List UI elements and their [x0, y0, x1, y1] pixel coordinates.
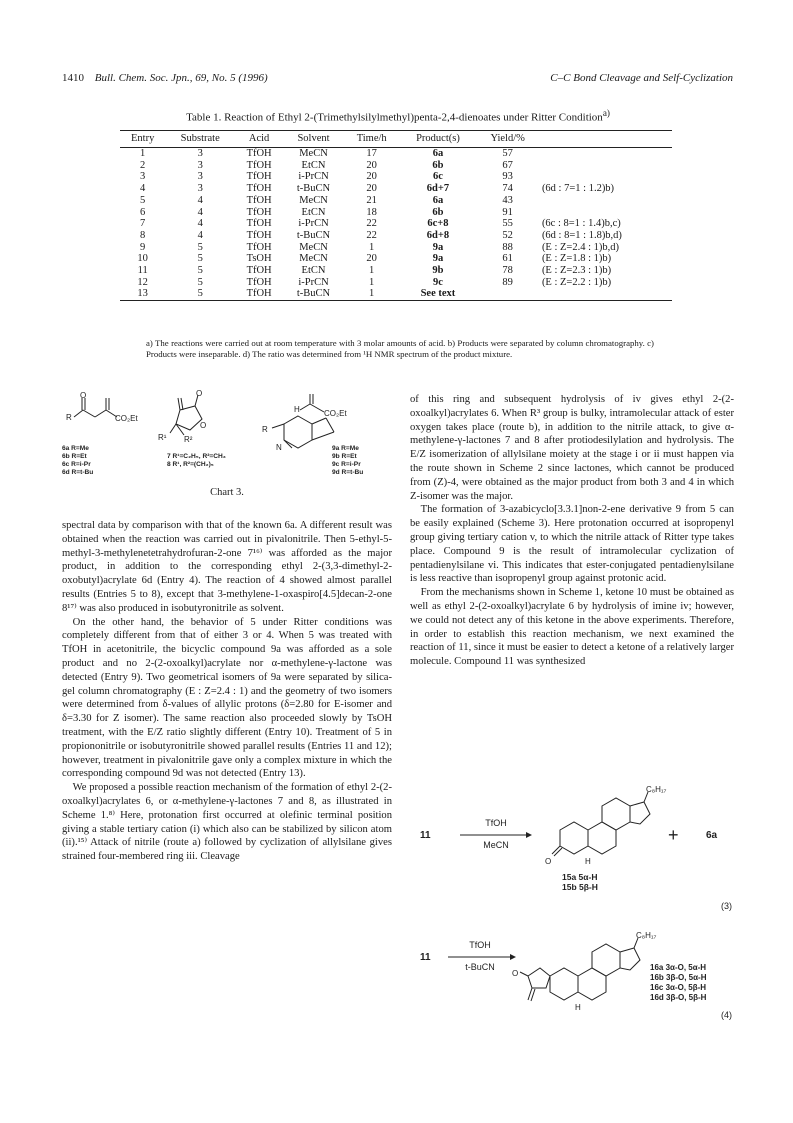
table-cell: 4: [197, 206, 203, 218]
table-cell: 11: [137, 265, 148, 277]
table-cell: 7: [140, 218, 146, 230]
table-1: [120, 130, 672, 301]
right-paragraph-3: From the mechanisms shown in Scheme 1, ketone 10 must be obtained as well as ethyl 2-(2-oxoalkyl)acrylate 6 by hydrolysis of imine iv; however, we could not detect any of this ketone in the above experiments. Therefore, in order to establish this reaction mechanism, we next examined the reaction of 11, since it must be easier to detect a ketone of a relatively larger molecule. Compound 11 was synthesized: [410, 587, 734, 668]
table-cell: MeCN: [299, 194, 328, 206]
table-cell: 6c: [432, 171, 443, 183]
table-cell: MeCN: [299, 241, 328, 253]
table-cell: 22: [366, 218, 377, 230]
table-cell: 18: [366, 206, 377, 218]
table-cell: 6: [140, 206, 146, 218]
table-cell: 4: [197, 194, 203, 206]
atom-o-carbonyl-7: O: [196, 389, 203, 398]
label-16b: 16b 3β-O, 5α-H: [650, 973, 707, 982]
table-cell: 57: [502, 148, 513, 159]
atom-r-6: R: [66, 413, 72, 422]
table-cell: [476, 288, 539, 300]
table-cell: 13: [137, 288, 148, 300]
label-16d: 16d 3β-O, 5β-H: [650, 993, 707, 1002]
table-cell: 6a: [432, 148, 444, 159]
table-cell: TfOH: [246, 171, 272, 183]
table-cell: EtCN: [301, 206, 326, 218]
table-cell: 5: [197, 288, 203, 300]
table-cell: 6b: [432, 159, 444, 171]
label-9b: 9b R=Et: [332, 453, 357, 460]
running-title: C–C Bond Cleavage and Self-Cyclization: [550, 72, 733, 84]
table-cell: 9c: [432, 276, 443, 288]
column-header: Substrate: [180, 133, 220, 144]
table-cell: (E : Z=2.3 : 1)b): [541, 265, 612, 277]
label-8: 8 R¹, R²=(CH₂)₅: [167, 461, 214, 468]
atom-h-9: H: [294, 405, 300, 414]
table-cell: 21: [366, 194, 377, 206]
table-cell: 6d+8: [426, 229, 450, 241]
label-16c: 16c 3α-O, 5β-H: [650, 983, 707, 992]
table-row: [120, 288, 672, 300]
table-cell: 10: [137, 253, 148, 265]
table-cell: t-BuCN: [296, 229, 331, 241]
column-header: Time/h: [356, 133, 387, 144]
left-column-text: [62, 519, 392, 864]
scheme3-plus: +: [668, 825, 679, 845]
atom-o-6: O: [80, 391, 87, 400]
atom-o-ring-7: O: [200, 421, 207, 430]
table-cell: [539, 171, 672, 183]
table-cell: TfOH: [246, 183, 272, 195]
table-cell: 6c+8: [427, 218, 449, 230]
table-cell: 22: [366, 229, 377, 241]
table-cell: 5: [197, 276, 203, 288]
table-cell: 55: [502, 218, 513, 230]
table-cell: 61: [502, 253, 513, 265]
label-9c: 9c R=i-Pr: [332, 461, 361, 468]
table-cell: 78: [502, 265, 513, 277]
table-cell: (6c : 8=1 : 1.4)b,c): [541, 218, 621, 230]
table-cell: TfOH: [246, 241, 272, 253]
table-cell: TfOH: [246, 265, 272, 277]
scheme3-equation-number: (3): [721, 901, 732, 911]
table-cell: TsOH: [246, 253, 272, 265]
label-6d: 6d R=t-Bu: [62, 469, 94, 476]
table-cell: MeCN: [299, 148, 328, 159]
table-cell: TfOH: [246, 288, 272, 300]
table-cell: 8: [140, 229, 146, 241]
table-cell: 1: [369, 265, 375, 277]
table-cell: 3: [197, 171, 203, 183]
table-cell: 20: [366, 183, 377, 195]
column-header: [539, 131, 672, 148]
scheme3-reagent: TfOH: [485, 818, 507, 828]
table-cell: i-PrCN: [298, 171, 329, 183]
table-cell: 5: [197, 265, 203, 277]
table-cell: [539, 160, 672, 172]
table-row: [120, 148, 672, 160]
table-cell: (6d : 7=1 : 1.2)b): [541, 183, 615, 195]
label-16a: 16a 3α-O, 5α-H: [650, 963, 707, 972]
table-cell: 6b: [432, 206, 444, 218]
table-cell: 20: [366, 171, 377, 183]
table-row: [120, 230, 672, 242]
atom-r2-7: R²: [184, 435, 193, 444]
table-cell: 9: [140, 241, 146, 253]
label-9d: 9d R=t-Bu: [332, 469, 364, 476]
table-row: [120, 160, 672, 172]
table-caption: [62, 108, 734, 124]
table-cell: 4: [197, 229, 203, 241]
table-cell: 2: [140, 159, 146, 171]
running-header-left: [62, 72, 268, 84]
table-row: [120, 218, 672, 230]
label-7: 7 R¹=C₂H₅, R²=CH₃: [167, 453, 226, 460]
label-6a: 6a R=Me: [62, 445, 89, 452]
page-number: 1410: [62, 72, 84, 84]
table-cell: TfOH: [246, 229, 272, 241]
scheme4-equation-number: (4): [721, 1010, 732, 1020]
left-paragraph-3: We proposed a possible reaction mechanism of the formation of ethyl 2-(2-oxoalkyl)acrylates 6, or α-methylene-γ-lactones 7 and 8, as illustrated in Scheme 1.⁸⁾ Here, protonation first occurred at olefinic terminal position giving a stable tertiary cation (i) which also can be stabilized by silicon atom (ii).¹⁵⁾ Attack of nitrile (route a) followed by cyclization of allylsilane gives strained four-membered ring iii. Cleavage: [62, 782, 392, 863]
table-cell: 1: [369, 288, 375, 300]
column-header: Acid: [248, 133, 270, 144]
co2et-label-6: CO₂Et: [115, 414, 138, 423]
table-cell: 12: [137, 276, 148, 288]
reaction-table: [120, 130, 672, 301]
table-cell: TfOH: [246, 218, 272, 230]
table-row: [120, 195, 672, 207]
table-cell: EtCN: [301, 159, 326, 171]
table-cell: TfOH: [246, 159, 272, 171]
table-cell: 5: [197, 241, 203, 253]
table-cell: 9a: [432, 253, 444, 265]
scheme-4: [410, 918, 734, 1022]
table-cell: 9b: [432, 265, 444, 277]
atom-r1-7: R¹: [158, 433, 167, 442]
chart-3-caption: Chart 3.: [210, 487, 244, 498]
right-paragraph-2: The formation of 3-azabicyclo[3.3.1]non-2-ene derivative 9 from 5 can be easily explained (Scheme 3). Here protonation occurred at isopropenyl group giving tertiary cation v, to which the nitrile attack of Ritter type takes place. Compound 9 is the result of intramolecular cyclization of pentadienylsilane vi. This indicates that ester-conjugated pentadienylsilane is less reactive than isopropenyl group against protonic acid.: [410, 504, 734, 585]
scheme3-solvent: MeCN: [483, 840, 509, 850]
table-cell: 5: [197, 253, 203, 265]
table-cell: 3: [197, 159, 203, 171]
table-cell: 4: [197, 218, 203, 230]
table-row: [120, 277, 672, 289]
table-cell: i-PrCN: [298, 276, 329, 288]
table-cell: 3: [197, 148, 203, 159]
table-cell: 3: [140, 171, 146, 183]
scheme3-reactant: 11: [420, 830, 431, 841]
scheme3-side-chain: C₈H₁₇: [646, 785, 667, 794]
table-cell: t-BuCN: [296, 183, 331, 195]
scheme3-atom-o: O: [545, 857, 552, 866]
journal-citation: Bull. Chem. Soc. Jpn., 69, No. 5 (1996): [94, 72, 268, 84]
table-cell: 1: [369, 241, 375, 253]
table-caption-text: Table 1. Reaction of Ethyl 2-(Trimethylsilylmethyl)penta-2,4-dienoates under Ritter Condition: [186, 111, 603, 124]
table-cell: (6d : 8=1 : 1.8)b,d): [541, 229, 622, 241]
label-9a: 9a R=Me: [332, 445, 359, 452]
table-cell: (E : Z=2.4 : 1)b,d): [541, 241, 620, 253]
table-cell: TfOH: [246, 194, 272, 206]
table-cell: TfOH: [246, 276, 272, 288]
table-cell: 9a: [432, 241, 444, 253]
table-row: [120, 265, 672, 277]
table-cell: (E : Z=1.8 : 1)b): [541, 253, 612, 265]
table-cell: 6d+7: [426, 183, 450, 195]
table-cell: See text: [420, 288, 456, 300]
right-column-text: [410, 393, 734, 669]
table-footnotes: a) The reactions were carried out at room temperature with 3 molar amounts of acid. b) Products were separated by column chromatography. c) Products were inseparable. d) The ratio was determined from ¹H NMR spectrum of the product mixture.: [146, 338, 654, 359]
table-body: [120, 148, 672, 301]
scheme3-coproduct: 6a: [706, 830, 718, 841]
label-15a: 15a 5α-H: [562, 872, 598, 882]
co2et-label-9: CO₂Et: [324, 409, 347, 418]
label-6b: 6b R=Et: [62, 453, 87, 460]
table-row: [120, 183, 672, 195]
table-cell: i-PrCN: [298, 218, 329, 230]
table-cell: 4: [140, 183, 146, 195]
table-cell: 43: [502, 194, 513, 206]
scheme4-side-chain: C₈H₁₇: [636, 931, 657, 940]
scheme4-atom-h: H: [575, 1003, 581, 1012]
table-cell: 17: [366, 148, 377, 159]
label-6c: 6c R=i-Pr: [62, 461, 91, 468]
table-cell: 89: [502, 276, 513, 288]
table-cell: 20: [366, 159, 377, 171]
table-cell: 1: [369, 276, 375, 288]
table-cell: TfOH: [246, 206, 272, 218]
table-row: [120, 207, 672, 219]
table-cell: TfOH: [246, 148, 272, 159]
table-caption-note: a): [602, 108, 610, 118]
scheme4-reactant: 11: [420, 952, 431, 963]
table-cell: 74: [502, 183, 513, 195]
table-cell: 67: [502, 159, 513, 171]
left-paragraph-2: On the other hand, the behavior of 5 under Ritter conditions was completely different from that of either 3 or 4. When 5 was treated with TfOH in acetonitrile, the bicyclic compound 9a was afforded as a sole product and no 2-(2-oxoalkyl)acrylate nor α-methylene-γ-lactone was detected (Entry 9). Two geometrical isomers of 9a were separated by silica-gel column chromatography (E : Z=2.4 : 1) and the geometry of two isomers were determined from δ-values of allylic protons (δ=2.80 for E-isomer and δ=3.30 for Z isomer). The same reaction also proceeded slowly by TsOH treatment, with the E/Z ratio slightly different (Entry 10). Treatment of 5 in propiononitrile or isobutyronitrile showed parallel results (Entries 11 and 12); however, treatment in pivalonitrile gave only a complex mixture in which the corresponding compound 9d was not detected (Entry 13).: [62, 616, 392, 780]
table-row: [120, 242, 672, 254]
atom-r-9: R: [262, 425, 268, 434]
table-cell: 91: [502, 206, 513, 218]
left-paragraph-1: spectral data by comparison with that of the known 6a. A different result was obtained when the reaction was carried out in pivalonitrile. Then 5-ethyl-5-methyl-3-methylenetetrahydrofuran-2-one 7¹⁶⁾ was afforded as the major product, in addition to the corresponding ethyl 2-(3,3-dimethyl-2-oxobutyl)acrylate 6d (Entry 4). The reaction of 4 showed almost parallel results (Entries 5 to 8), except that 3-methylene-1-oxaspiro[4.5]decan-2-one 8¹⁷⁾ was also produced in isobutyronitrile as solvent.: [62, 520, 392, 614]
table-cell: [539, 148, 672, 160]
chart-3-structures: [62, 389, 392, 510]
label-15b: 15b 5β-H: [562, 882, 598, 892]
table-row: [120, 171, 672, 183]
table-cell: t-BuCN: [296, 288, 331, 300]
atom-n-9: N: [276, 443, 282, 452]
table-header-row: [120, 131, 672, 148]
table-cell: [539, 195, 672, 207]
table-cell: MeCN: [299, 253, 328, 265]
scheme3-atom-h: H: [585, 857, 591, 866]
table-cell: 93: [502, 171, 513, 183]
table-cell: EtCN: [301, 265, 326, 277]
table-cell: 3: [197, 183, 203, 195]
scheme4-reagent: TfOH: [469, 940, 491, 950]
column-header: Yield/%: [490, 133, 525, 144]
table-cell: (E : Z=2.2 : 1)b): [541, 276, 612, 288]
column-header: Product(s): [416, 133, 460, 144]
table-cell: 5: [140, 194, 146, 206]
table-cell: 20: [366, 253, 377, 265]
column-header: Entry: [131, 133, 155, 144]
table-cell: [539, 207, 672, 219]
scheme4-solvent: t-BuCN: [465, 962, 495, 972]
right-paragraph-1: of this ring and subsequent hydrolysis of iv gives ethyl 2-(2-oxoalkyl)acrylates 6. When R³ group is bulky, intramolecular attack of ester oxygen takes place (route b), in addition to the nitrile attack, to give α-methylene-γ-lactones 7 and 8 after protiodesilylation and hydrolysis. The E/Z isomerization of allylsilane moiety at the stage i or ii must happen via the route shown in Scheme 2 since lactones, which cannot be produced from (Z)-4, were obtained as the major product from both 3 and 4 in which Z-isomer was the major.: [410, 394, 734, 502]
table-cell: 1: [140, 148, 146, 159]
table-cell: 88: [502, 241, 513, 253]
table-row: [120, 253, 672, 265]
scheme4-atom-o: O: [512, 969, 519, 978]
column-header: Solvent: [297, 133, 330, 144]
table-cell: [539, 288, 672, 300]
table-cell: 52: [502, 229, 513, 241]
table-cell: 6a: [432, 194, 444, 206]
